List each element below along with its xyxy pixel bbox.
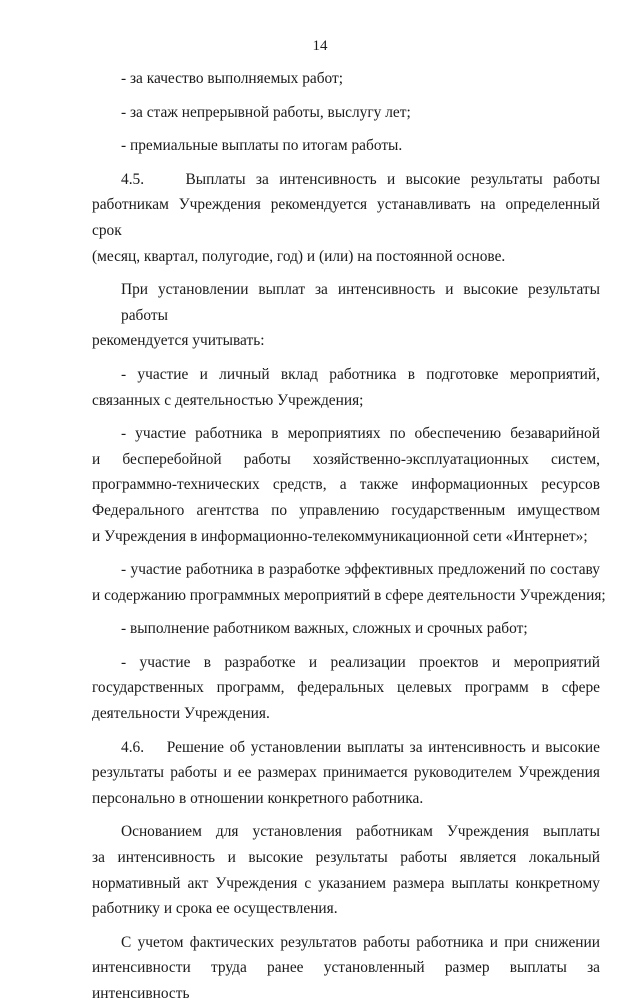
text-line: работнику и срока ее осуществления. — [92, 900, 338, 918]
list-item-infrastructure — [92, 421, 600, 549]
text-line: - участие в разработке и реализации проектов и мероприятий — [121, 653, 600, 671]
text-line: персонально в отношении конкретного работника. — [92, 789, 424, 807]
text-line: связанных с деятельностью Учреждения; — [92, 391, 364, 409]
text-line: - выполнение работником важных, сложных и срочных работ; — [121, 620, 528, 638]
list-item-urgent-work — [92, 616, 600, 642]
text-line: 4.6. Решение об установлении выплаты за интенсивность и высокие — [121, 738, 600, 756]
list-item-programs — [92, 650, 600, 727]
page-number: 14 — [312, 38, 328, 54]
text-line: государственных программ, федеральных целевых программ в сфере — [92, 679, 600, 697]
list-item-contribution — [92, 362, 600, 413]
list-item-quality — [92, 66, 600, 92]
text-line: работникам Учреждения рекомендуется устанавливать на определенный срок — [92, 196, 600, 239]
text-line: - участие работника в разработке эффективных предложений по составу — [121, 561, 600, 579]
text-line: результаты работы и ее размерах принимается руководителем Учреждения — [92, 764, 600, 782]
text-line: 4.5. Выплаты за интенсивность и высокие результаты работы — [121, 170, 600, 188]
clause-4-6 — [92, 735, 600, 812]
text-line: Федерального агентства по управлению государственным имуществом — [92, 501, 600, 519]
text-line: - премиальные выплаты по итогам работы. — [121, 137, 403, 155]
text-line: рекомендуется учитывать: — [92, 332, 265, 350]
text-line: - участие и личный вклад работника в подготовке мероприятий, — [121, 365, 600, 383]
text-line: за интенсивность и высокие результаты работы является локальный — [92, 849, 600, 867]
text-line: деятельности Учреждения. — [92, 705, 270, 723]
text-line: программно-технических средств, а также информационных ресурсов — [92, 476, 600, 494]
text-line: - за стаж непрерывной работы, выслугу лет; — [121, 103, 411, 121]
paragraph-basis — [92, 819, 600, 921]
list-item-seniority — [92, 100, 600, 126]
text-line: (месяц, квартал, полугодие, год) и (или) на постоянной основе. — [92, 247, 506, 265]
list-item-bonus — [92, 133, 600, 159]
text-line: При установлении выплат за интенсивность и высокие результаты работы — [121, 281, 600, 324]
clause-4-5 — [92, 167, 600, 269]
text-line: - участие работника в мероприятиях по обеспечению безаварийной — [121, 425, 600, 443]
text-line: нормативный акт Учреждения с указанием размера выплаты конкретному — [92, 874, 600, 892]
paragraph-criteria-intro — [92, 277, 600, 354]
text-line: интенсивности труда ранее установленный размер выплаты за интенсивность — [92, 959, 600, 1002]
list-item-proposals — [92, 557, 606, 608]
document-body — [92, 66, 606, 1007]
paragraph-adjustment — [92, 930, 600, 1007]
text-line: и бесперебойной работы хозяйственно-эксплуатационных систем, — [92, 450, 600, 468]
text-line: и содержанию программных мероприятий в сфере деятельности Учреждения; — [92, 586, 606, 604]
text-line: С учетом фактических результатов работы работника и при снижении — [121, 933, 600, 951]
text-line: - за качество выполняемых работ; — [121, 70, 344, 87]
text-line: и Учреждения в информационно-телекоммуникационной сети «Интернет»; — [92, 527, 588, 545]
text-line: Основанием для установления работникам Учреждения выплаты — [121, 823, 600, 841]
